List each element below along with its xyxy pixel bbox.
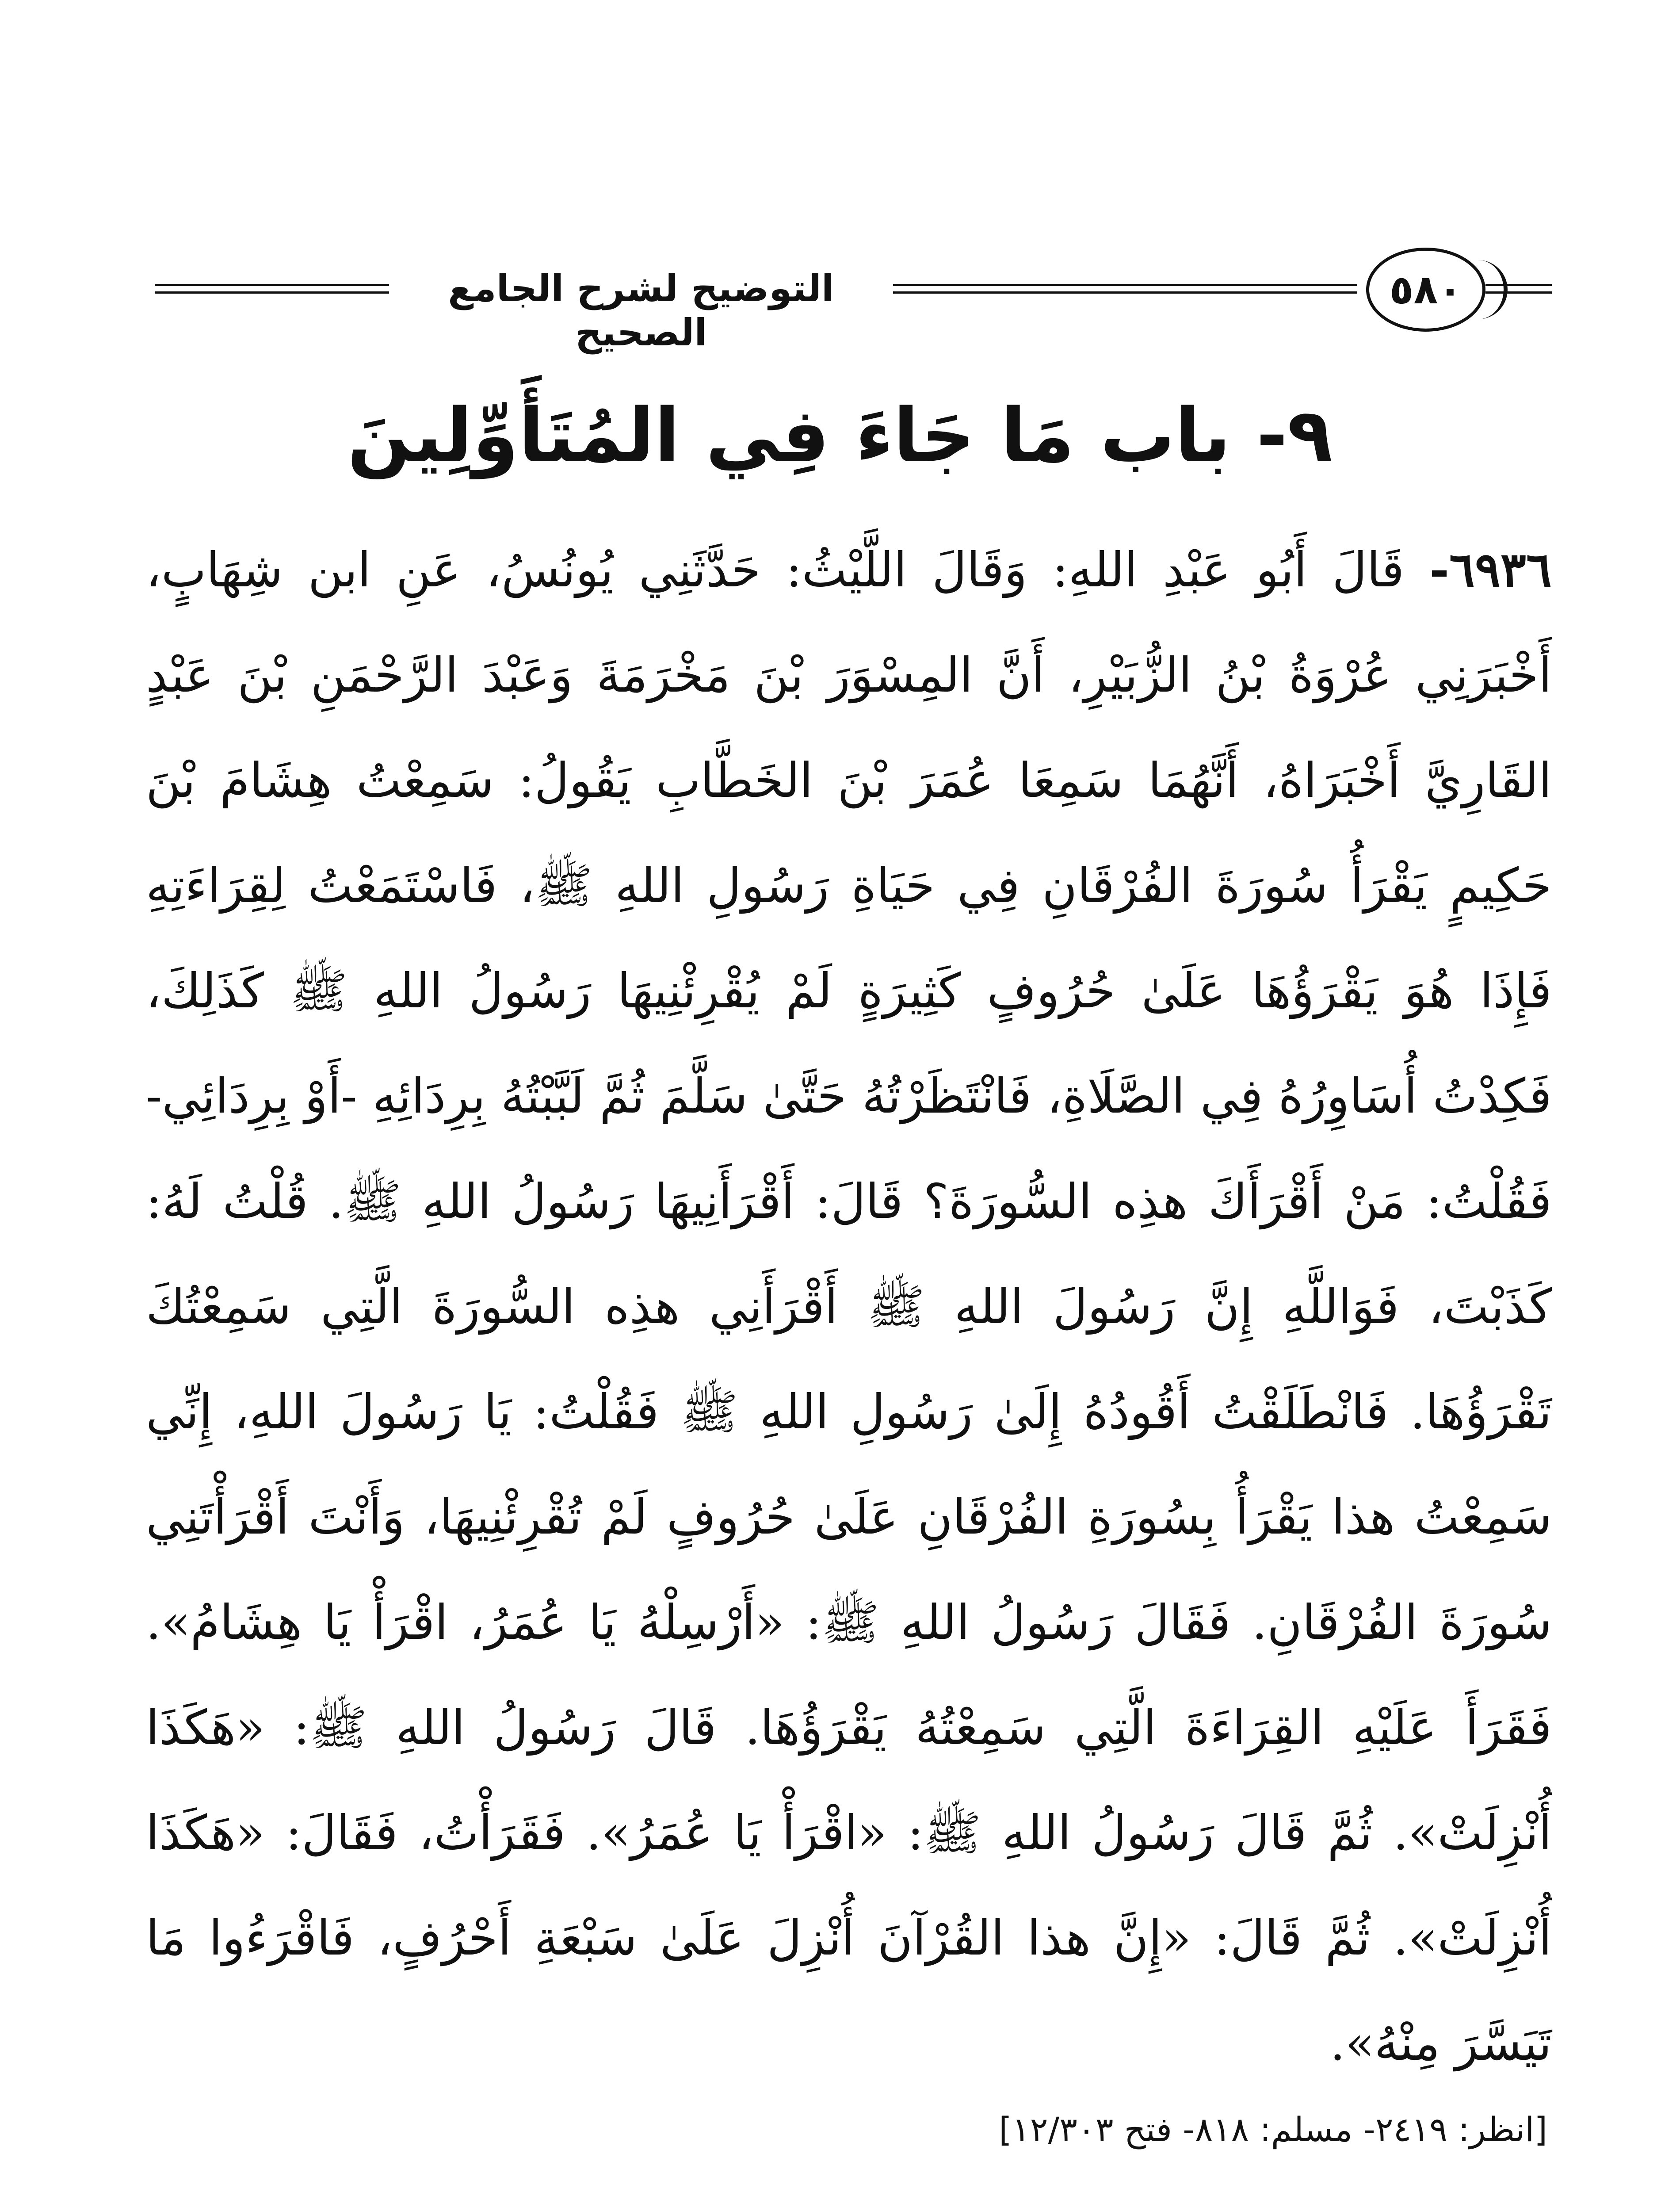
page-number-badge: ٥٨٠ [1366,248,1485,332]
book-title: التوضيح لشرح الجامع الصحيح [448,267,834,354]
hadith-number: ٦٩٣٦- [1429,542,1552,598]
running-header [146,248,1552,354]
hadith-text: قَالَ أَبُو عَبْدِ اللهِ: وَقَالَ اللَّيْثُ: حَدَّثَنِي يُونُسُ، عَنِ ابن شِهَابٍ، أَخْبَرَنِي عُرْوَةُ بْنُ الزُّبَيْرِ، أَنَّ المِسْوَرَ بْنَ مَخْرَمَةَ وَعَبْدَ الرَّحْمَنِ بْنَ عَبْدٍ القَارِيَّ أَخْبَرَاهُ، أَنَّهُمَا سَمِعَا عُمَرَ بْنَ الخَطَّابِ يَقُولُ: سَمِعْتُ هِشَامَ بْنَ حَكِيمٍ يَقْرَأُ سُورَةَ الفُرْقَانِ فِي حَيَاةِ رَسُولِ اللهِ ﷺ، فَاسْتَمَعْتُ لِقِرَاءَتِهِ فَإِذَا هُوَ يَقْرَؤُهَا عَلَىٰ حُرُوفٍ كَثِيرَةٍ لَمْ يُقْرِئْنِيهَا رَسُولُ اللهِ ﷺ كَذَلِكَ، فَكِدْتُ أُسَاوِرُهُ فِي الصَّلَاةِ، فَانْتَظَرْتُهُ حَتَّىٰ سَلَّمَ ثُمَّ لَبَّبْتُهُ بِرِدَائِهِ -أَوْ بِرِدَائِي- فَقُلْتُ: مَنْ أَقْرَأَكَ هذِه السُّورَةَ؟ قَالَ: أَقْرَأَنِيهَا رَسُولُ اللهِ ﷺ. قُلْتُ لَهُ: كَذَبْتَ، فَوَاللَّهِ إِنَّ رَسُولَ اللهِ ﷺ أَقْرَأَنِي هذِه السُّورَةَ الَّتِي سَمِعْتُكَ تَقْرَؤُهَا. فَانْطَلَقْتُ أَقُودُهُ إِلَىٰ رَسُولِ اللهِ ﷺ فَقُلْتُ: يَا رَسُولَ اللهِ، إِنِّي سَمِعْتُ هذا يَقْرَأُ بِسُورَةِ الفُرْقَانِ عَلَىٰ حُرُوفٍ لَمْ تُقْرِئْنِيهَا، وَأَنْتَ أَقْرَأْتَنِي سُورَةَ الفُرْقَانِ. فَقَالَ رَسُولُ اللهِ ﷺ: «أَرْسِلْهُ يَا عُمَرُ، اقْرَأْ يَا هِشَامُ». فَقَرَأَ عَلَيْهِ القِرَاءَةَ الَّتِي سَمِعْتُهُ يَقْرَؤُهَا. قَالَ رَسُولُ اللهِ ﷺ: «هَكَذَا أُنْزِلَتْ». ثُمَّ قَالَ رَسُولُ اللهِ ﷺ: «اقْرَأْ يَا عُمَرُ». فَقَرَأْتُ، فَقَالَ: «هَكَذَا أُنْزِلَتْ». ثُمَّ قَالَ: «إِنَّ هذا القُرْآنَ أُنْزِلَ عَلَىٰ سَبْعَةِ أَحْرُفٍ، فَاقْرَءُوا مَا تَيَسَّرَ مِنْهُ». [146,543,1552,2071]
hadith-paragraph [146,517,1552,2096]
chapter-heading: ٩- باب مَا جَاءَ فِي المُتَأَوِّلِينَ [347,392,1333,479]
header-rule-left [155,284,389,294]
paragraph-spacer [146,2163,1552,2203]
header-rule-middle [893,284,1357,294]
hadith-reference: [انظر: ٢٤١٩- مسلم: ٨١٨- فتح ١٢/٣٠٣] [999,2110,1547,2149]
page-body [146,517,1552,2211]
header-rule-right [1485,284,1552,294]
hadith-paragraph [146,2203,1552,2211]
